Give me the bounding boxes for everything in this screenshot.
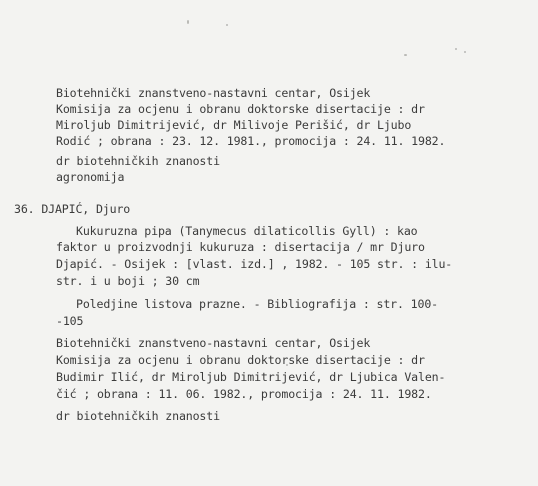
entry-title-line: faktor u proizvodnji kukuruza : disertacija / mr Djuro [56, 240, 425, 254]
record1-institution: Biotehnički znanstveno-nastavni centar, Osijek [56, 86, 371, 100]
scan-speck [187, 20, 189, 24]
entry-title-line: Kukuruzna pipa (Tanymecus dilaticollis Gyll) : kao [76, 224, 418, 238]
record1-degree-line: dr biotehničkih znanosti [56, 154, 220, 168]
record1-degree-line: agronomija [56, 170, 125, 184]
entry-degree-line: dr biotehničkih znanosti [56, 409, 220, 423]
entry-title-line: str. i u boji ; 30 cm [56, 274, 200, 288]
entry-heading: 36. DJAPIĆ, Djuro [14, 202, 131, 216]
entry-institution: Biotehnički znanstveno-nastavni centar, Osijek [56, 336, 371, 350]
entry-note-line: -105 [56, 314, 84, 328]
entry-committee-line: Komisija za ocjenu i obranu doktorske disertacije : dr [56, 353, 425, 367]
scan-speck [455, 48, 457, 50]
scan-speck [464, 51, 466, 53]
record1-committee-line: Komisija za ocjenu i obranu doktorske disertacije : dr [56, 102, 425, 116]
record1-committee-line: Miroljub Dimitrijević, dr Milivoje Perišić, dr Ljubo [56, 118, 412, 132]
entry-note-line: Poledjine listova prazne. - Bibliografija : str. 100- [76, 297, 438, 311]
entry-committee-line: Budimir Ilić, dr Miroljub Dimitrijević, dr Ljubica Valen- [56, 370, 446, 384]
scan-speck [226, 24, 228, 26]
record1-committee-line: Rodić ; obrana : 23. 12. 1981., promocija : 24. 11. 1982. [56, 134, 446, 148]
entry-committee-line: čić ; obrana : 11. 06. 1982., promocija : 24. 11. 1982. [56, 387, 432, 401]
scan-speck [404, 54, 407, 56]
entry-title-line: Djapić. - Osijek : [vlast. izd.] , 1982. - 105 str. : ilu- [56, 257, 453, 271]
